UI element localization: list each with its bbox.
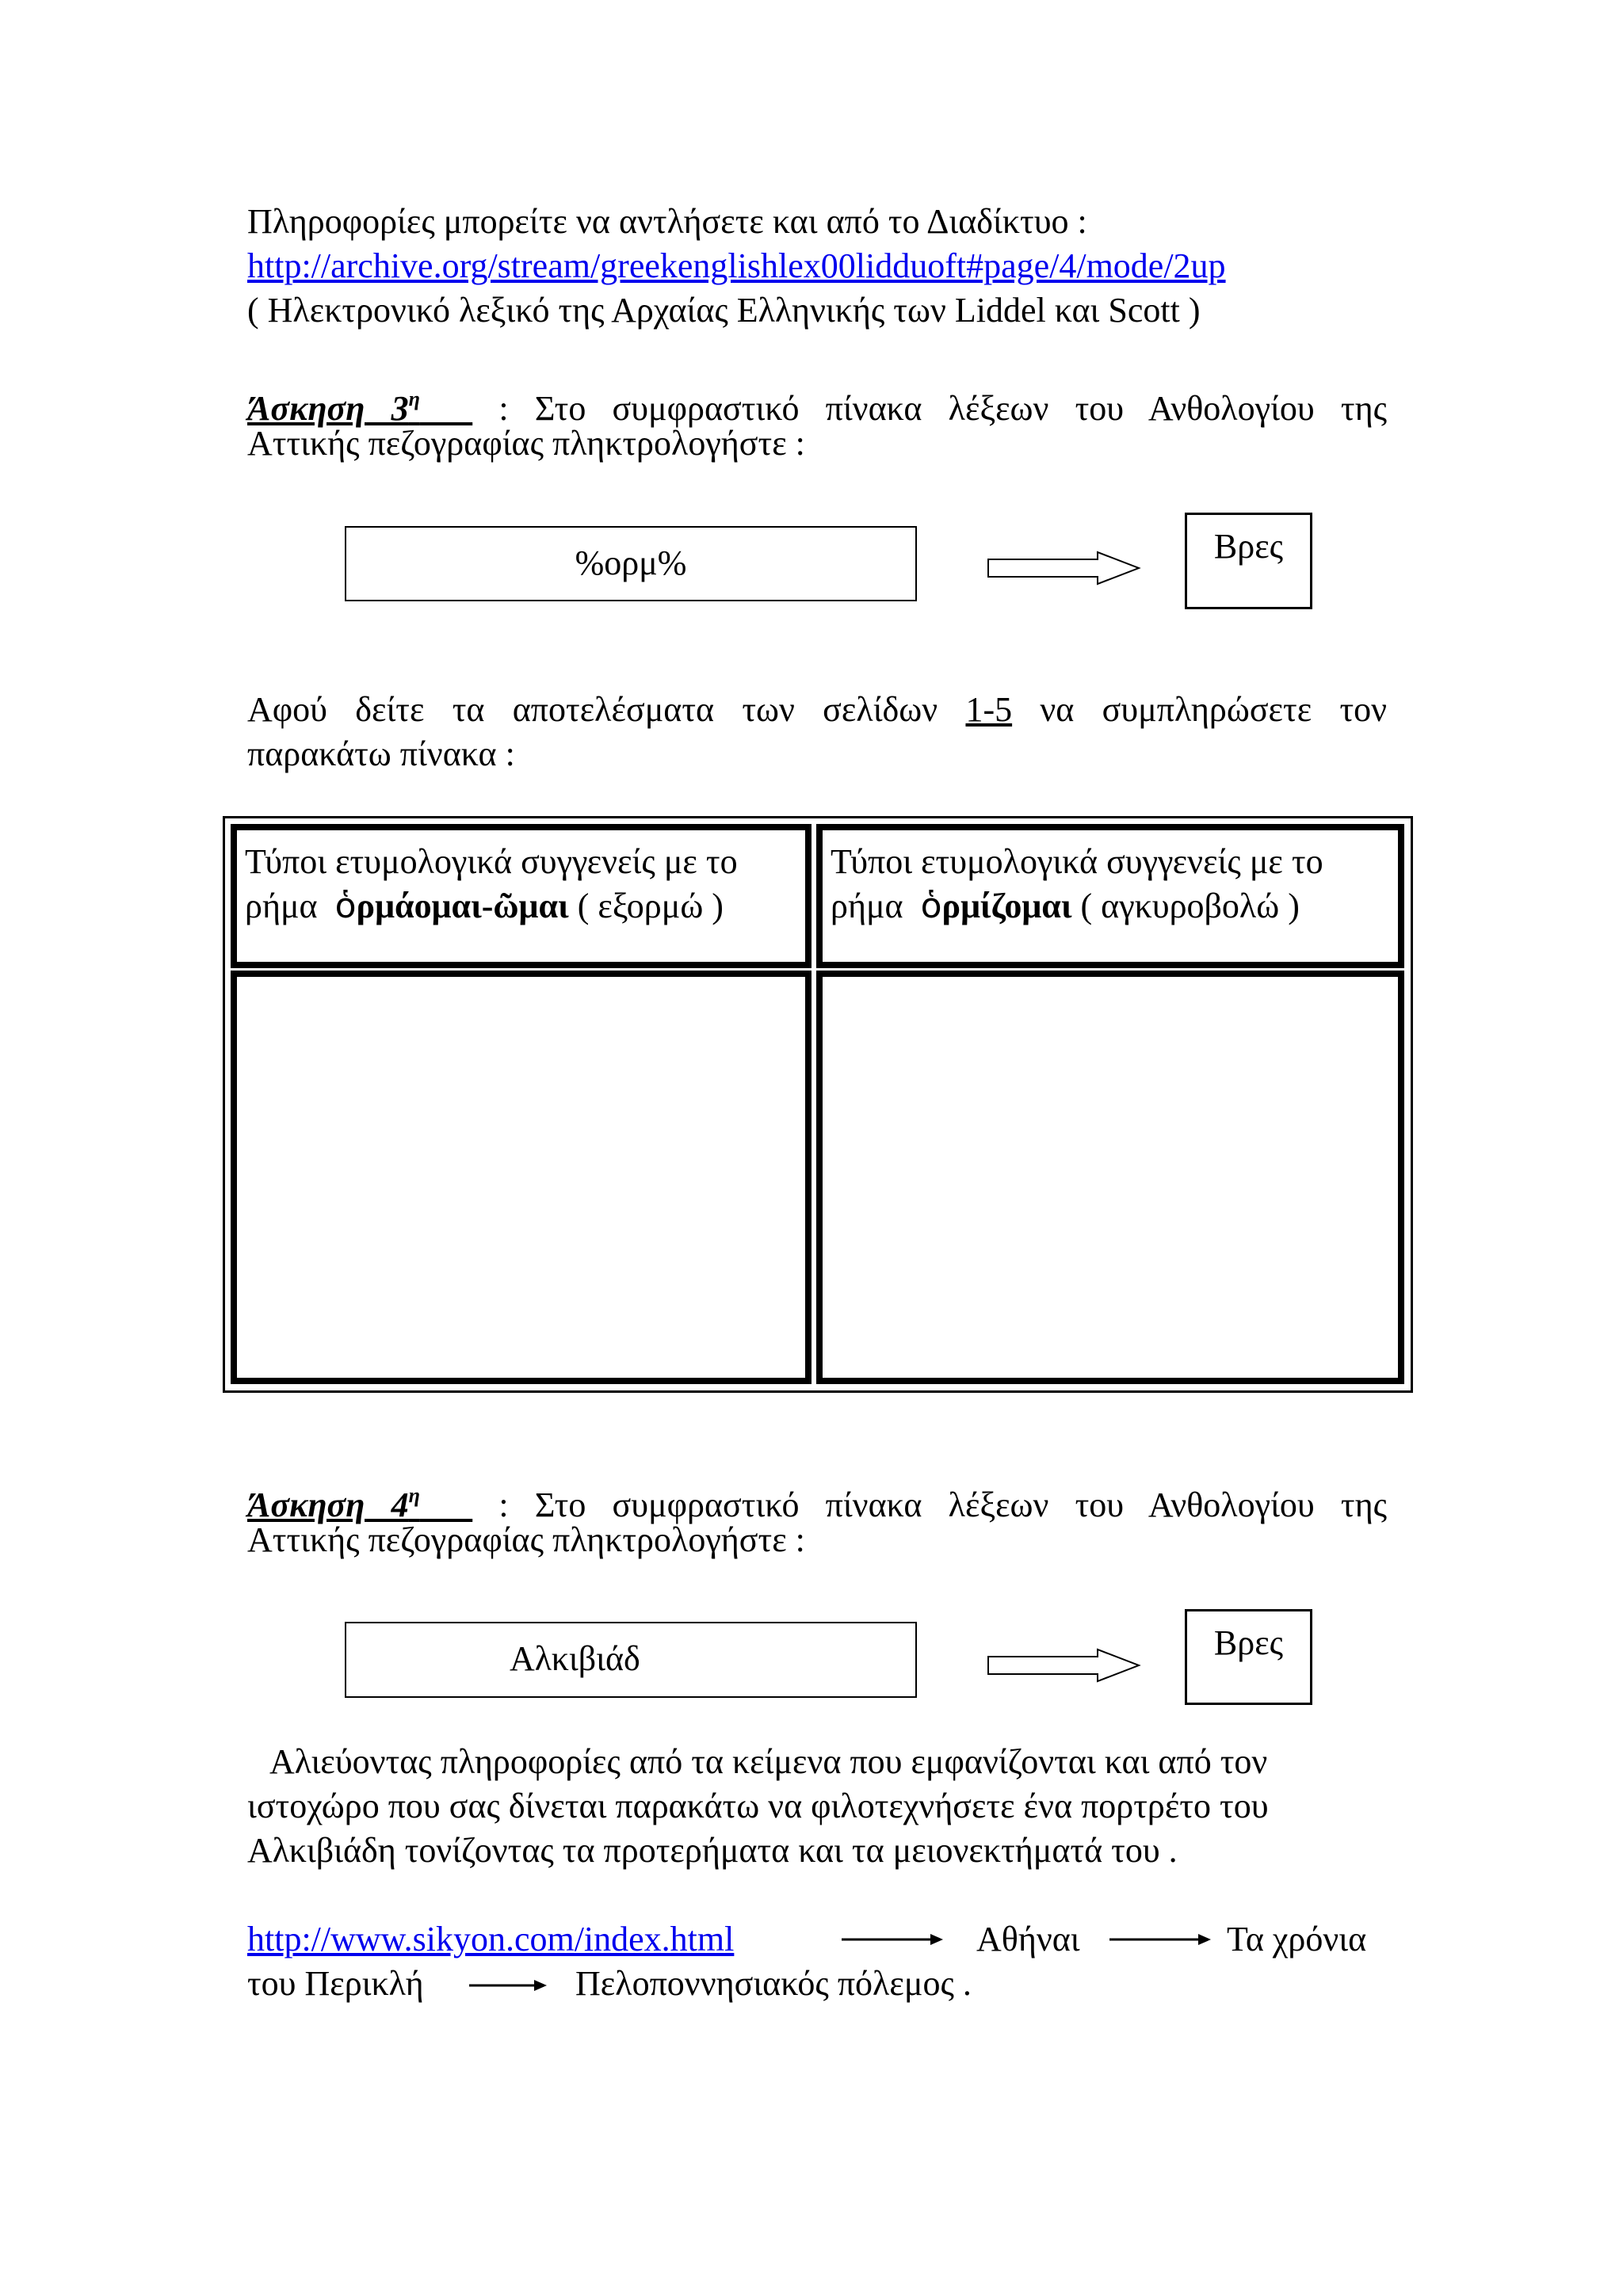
exercise4-title: Άσκηση $4^\eta$ xyxy=(247,1484,420,1524)
exercise3-after-text: Αφού δείτε τα αποτελέσματα των σελίδων 1-5 να συμπληρώσετε τον xyxy=(247,690,1388,729)
arrow-right-icon xyxy=(987,551,1142,585)
exercise3-instruction-cont: Αττικής πεζογραφίας πληκτρολογήστε : xyxy=(247,424,805,463)
header-1-line: Τύποι ετυμολογικά συγγενείς με το xyxy=(245,842,738,881)
exercise4-paragraph-line: ιστοχώρο που σας δίνεται παρακάτω να φιλοτεχνήσετε ένα πορτρέτο του xyxy=(247,1787,1269,1825)
intro-note: ( Ηλεκτρονικό λεξικό της Αρχαίας Ελληνικής των Liddel και Scott ) xyxy=(247,291,1201,330)
nav-step-pericles: Τα χρόνια xyxy=(1227,1920,1367,1958)
table-answer-cell-2[interactable] xyxy=(816,971,1404,1384)
nav-step-peloponnesian-war: Πελοποννησιακός πόλεμος . xyxy=(575,1964,972,2003)
exercise3-title: Άσκηση $3^\eta$ xyxy=(247,387,420,428)
pages-range: 1-5 xyxy=(965,690,1013,729)
header-2-line: Τύποι ετυμολογικά συγγενείς με το xyxy=(831,842,1323,881)
arrow-right-icon xyxy=(842,1932,945,1947)
exercise3-after-text-cont: παρακάτω πίνακα : xyxy=(247,734,515,773)
exercise4-instruction-cont: Αττικής πεζογραφίας πληκτρολογήστε : xyxy=(247,1520,805,1559)
sikyon-link[interactable]: http://www.sikyon.com/index.html xyxy=(247,1920,735,1958)
exercise4-paragraph-line: Αλιεύοντας πληροφορίες από τα κείμενα που εμφανίζονται και από τον xyxy=(269,1742,1268,1781)
search-input-2[interactable]: Αλκιβιάδ xyxy=(345,1622,917,1698)
header-2-verb-line: ρήμα ὁρμίζομαι ( αγκυροβολώ ) xyxy=(831,886,1300,926)
arrow-right-icon xyxy=(469,1978,548,1993)
table-header-cell-2 xyxy=(816,824,1404,968)
search-input[interactable]: %ορμ% xyxy=(345,526,917,601)
arrow-right-icon xyxy=(1109,1932,1212,1947)
find-button-2[interactable]: Βρες xyxy=(1185,1609,1312,1705)
nav-step-athens: Αθήναι xyxy=(976,1920,1080,1958)
nav-step-pericles-cont: του Περικλή xyxy=(247,1964,424,2003)
liddell-scott-link[interactable]: http://archive.org/stream/greekenglishlex00lidduoft#page/4/mode/2up xyxy=(247,246,1226,285)
table-header-cell-1 xyxy=(231,824,812,968)
exercise3-instruction: : Στο συμφραστικό πίνακα λέξεων του Ανθολογίου της xyxy=(498,389,1387,428)
arrow-right-icon xyxy=(987,1648,1142,1683)
table-answer-cell-1[interactable] xyxy=(231,971,812,1384)
find-button[interactable]: Βρες xyxy=(1185,513,1312,609)
exercise4-instruction: : Στο συμφραστικό πίνακα λέξεων του Ανθολογίου της xyxy=(498,1486,1387,1524)
header-1-verb-line: ρήμα ὁρμάομαι-ῶμαι ( εξορμώ ) xyxy=(245,886,724,926)
intro-line: Πληροφορίες μπορείτε να αντλήσετε και από το Διαδίκτυο : xyxy=(247,202,1087,241)
exercise4-paragraph-line: Αλκιβιάδη τονίζοντας τα προτερήματα και τα μειονεκτήματά του . xyxy=(247,1831,1178,1870)
